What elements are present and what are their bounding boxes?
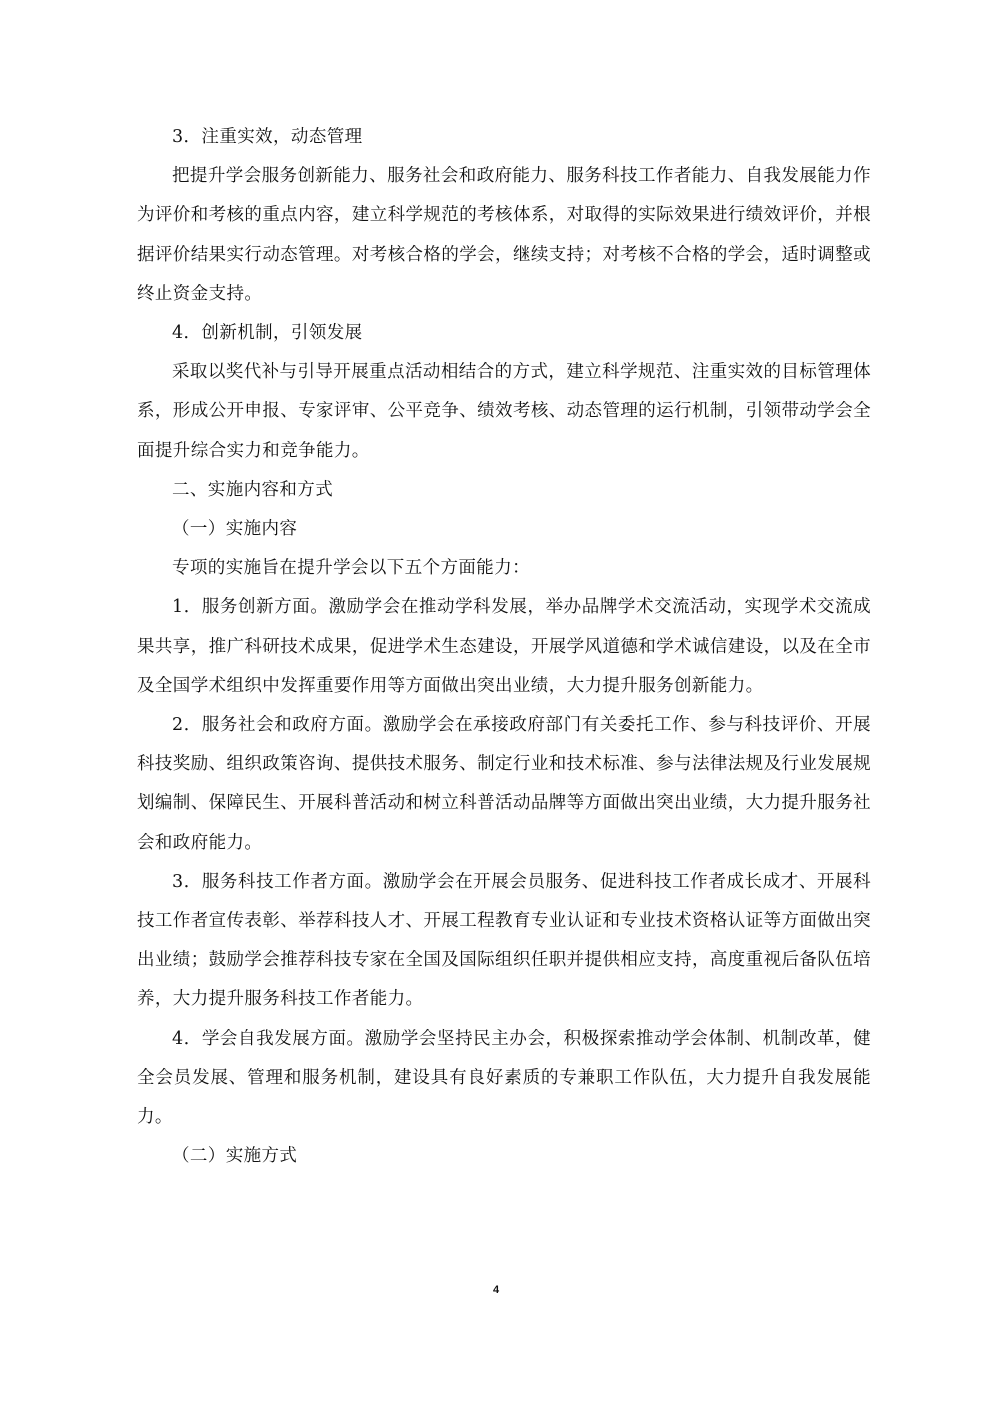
document-body bbox=[137, 118, 871, 1176]
body-paragraph: 采取以奖代补与引导开展重点活动相结合的方式，建立科学规范、注重实效的目标管理体系，形成公开申报、专家评审、公平竞争、绩效考核、动态管理的运行机制，引领带动学会全面提升综合实力和竞争能力。 bbox=[137, 362, 871, 461]
heading-3-results-focus: 3．注重实效，动态管理 bbox=[172, 127, 363, 147]
list-item-self-development: 4．学会自我发展方面。激励学会坚持民主办会，积极探索推动学会体制、机制改革，健全会员发展、管理和服务机制，建设具有良好素质的专兼职工作队伍，大力提升自我发展能力。 bbox=[137, 1028, 871, 1128]
body-paragraph: 专项的实施旨在提升学会以下五个方面能力： bbox=[172, 558, 530, 579]
list-item-sci-tech-workers: 3．服务科技工作者方面。激励学会在开展会员服务、促进科技工作者成长成才、开展科技工作者宣传表彰、举荐科技人才、开展工程教育专业认证和专业技术资格认证等方面做出突出业绩；鼓励学会推荐科技专家在全国及国际组织任职并提供相应支持，高度重视后备队伍培养，大力提升服务科技工作者能力。 bbox=[137, 871, 871, 1010]
subsection-heading-methods: （二）实施方式 bbox=[172, 1146, 298, 1167]
heading-4-innovation-mechanism: 4．创新机制，引领发展 bbox=[172, 323, 363, 344]
section-heading-implementation: 二、实施内容和方式 bbox=[172, 479, 334, 500]
list-item-society-government: 2．服务社会和政府方面。激励学会在承接政府部门有关委托工作、参与科技评价、开展科技奖励、组织政策咨询、提供技术服务、制定行业和技术标准、参与法律法规及行业发展规划编制、保障民生、开展科普活动和树立科普活动品牌等方面做出突出业绩，大力提升服务社会和政府能力。 bbox=[137, 715, 871, 853]
body-paragraph: 把提升学会服务创新能力、服务社会和政府能力、服务科技工作者能力、自我发展能力作为评价和考核的重点内容，建立科学规范的考核体系，对取得的实际效果进行绩效评价，并根据评价结果实行动态管理。对考核合格的学会，继续支持；对考核不合格的学会，适时调整或终止资金支持。 bbox=[137, 166, 871, 304]
page-number: 4 bbox=[492, 1284, 500, 1296]
subsection-heading-content: （一）实施内容 bbox=[172, 519, 298, 540]
list-item-innovation: 1．服务创新方面。激励学会在推动学科发展，举办品牌学术交流活动，实现学术交流成果共享，推广科研技术成果，促进学术生态建设，开展学风道德和学术诚信建设，以及在全市及全国学术组织中发挥重要作用等方面做出突出业绩，大力提升服务创新能力。 bbox=[137, 597, 871, 696]
